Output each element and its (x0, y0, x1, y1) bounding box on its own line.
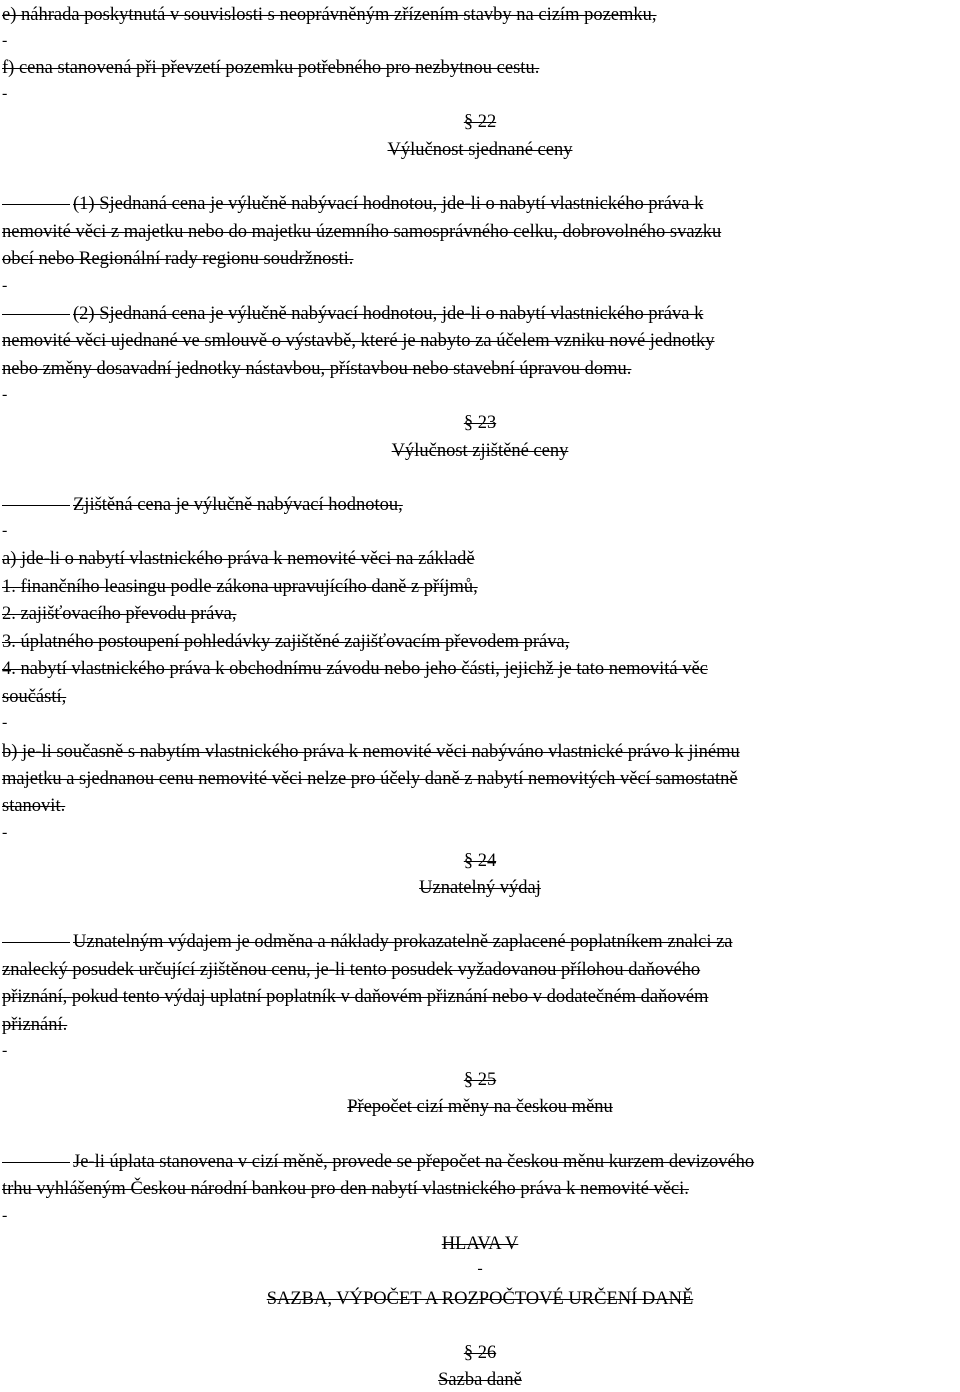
item-e: e) náhrada poskytnutá v souvislosti s neoprávněným zřízením stavby na cizím pozemku, (2, 5, 657, 25)
section-22-number: § 22 (463, 112, 497, 132)
s22-par1-line2: nemovité věci z majetku nebo do majetku územního samosprávného celku, dobrovolného svazku (2, 222, 722, 242)
section-26-number: § 26 (463, 1343, 497, 1363)
separator-dash: - (2, 714, 8, 731)
s23-item-b-line2: majetku a sjednanou cenu nemovité věci nelze pro účely daně z nabytí nemovitých věcí samostatně (2, 769, 738, 789)
section-23-title: Výlučnost zjištěné ceny (391, 441, 569, 461)
section-25-number: § 25 (463, 1070, 497, 1090)
s23-item-a4-line2: součástí, (2, 687, 67, 707)
section-26-title: Sazba daně (438, 1370, 522, 1390)
section-24-number: § 24 (463, 851, 497, 871)
section-25-title: Přepočet cizí měny na českou měnu (347, 1097, 613, 1117)
section-24-title: Uznatelný výdaj (419, 878, 541, 898)
section-23-number: § 23 (463, 413, 497, 433)
s24-par-line2: znalecký posudek určující zjištěnou cenu, je-li tento posudek vyžadovanou přílohou daňového (2, 960, 701, 980)
s22-par1-line1: (1) Sjednaná cena je výlučně nabývací hodnotou, jde-li o nabytí vlastnického práva k (2, 192, 703, 216)
s23-item-a: a) jde-li o nabytí vlastnického práva k nemovité věci na základě (2, 549, 475, 569)
separator-dash: - (2, 85, 8, 102)
s22-par2-line3: nebo změny dosavadní jednotky nástavbou, přístavbou nebo stavební úpravou domu. (2, 359, 632, 379)
section-22-title: Výlučnost sjednané ceny (387, 140, 573, 160)
s25-par-line2: trhu vyhlášeným Českou národní bankou pro den nabytí vlastnického práva k nemovité věci. (2, 1179, 689, 1199)
s23-item-a1: 1. finančního leasingu podle zákona upravujícího daně z příjmů, (2, 577, 478, 597)
s23-item-a4-line1: 4. nabytí vlastnického práva k obchodnímu závodu nebo jeho části, jejichž je tato nemovitá věc (2, 659, 708, 679)
separator-dash: - (2, 824, 8, 841)
s24-par-line4: přiznání. (2, 1015, 68, 1035)
item-f: f) cena stanovená při převzetí pozemku potřebného pro nezbytnou cestu. (2, 58, 540, 78)
s23-item-b-line3: stanovit. (2, 796, 66, 816)
chapter-title: SAZBA, VÝPOČET A ROZPOČTOVÉ URČENÍ DANĚ (266, 1289, 694, 1309)
s24-par-line3: přiznání, pokud tento výdaj uplatní poplatník v daňovém přiznání nebo v dodatečném daňovém (2, 987, 709, 1007)
s22-par2-line2: nemovité věci ujednané ve smlouvě o výstavbě, které je nabyto za účelem vzniku nové jednotky (2, 331, 715, 351)
separator-dash: - (2, 1207, 8, 1224)
separator-dash: - (2, 32, 8, 49)
s24-par-line1: Uznatelným výdajem je odměna a náklady prokazatelně zaplacené poplatníkem znalci za (2, 930, 733, 954)
separator-dash: - (2, 277, 8, 294)
s23-intro: Zjištěná cena je výlučně nabývací hodnotou, (2, 493, 403, 517)
s23-item-b-line1: b) je-li současně s nabytím vlastnického práva k nemovité věci nabýváno vlastnické právo k jinému (2, 742, 740, 762)
s25-par-line1: Je-li úplata stanovena v cizí měně, provede se přepočet na českou měnu kurzem devizového (2, 1150, 754, 1174)
separator-dash: - (2, 522, 8, 539)
separator-dash: - (477, 1260, 483, 1277)
separator-dash: - (2, 1042, 8, 1059)
s23-item-a3: 3. úplatného postoupení pohledávky zajištěné zajišťovacím převodem práva, (2, 632, 570, 652)
s22-par1-line3: obcí nebo Regionální rady regionu soudržnosti. (2, 249, 354, 269)
chapter-heading: HLAVA V (441, 1234, 519, 1254)
s23-item-a2: 2. zajišťovacího převodu práva, (2, 604, 237, 624)
s22-par2-line1: (2) Sjednaná cena je výlučně nabývací hodnotou, jde-li o nabytí vlastnického práva k (2, 302, 703, 326)
separator-dash: - (2, 386, 8, 403)
